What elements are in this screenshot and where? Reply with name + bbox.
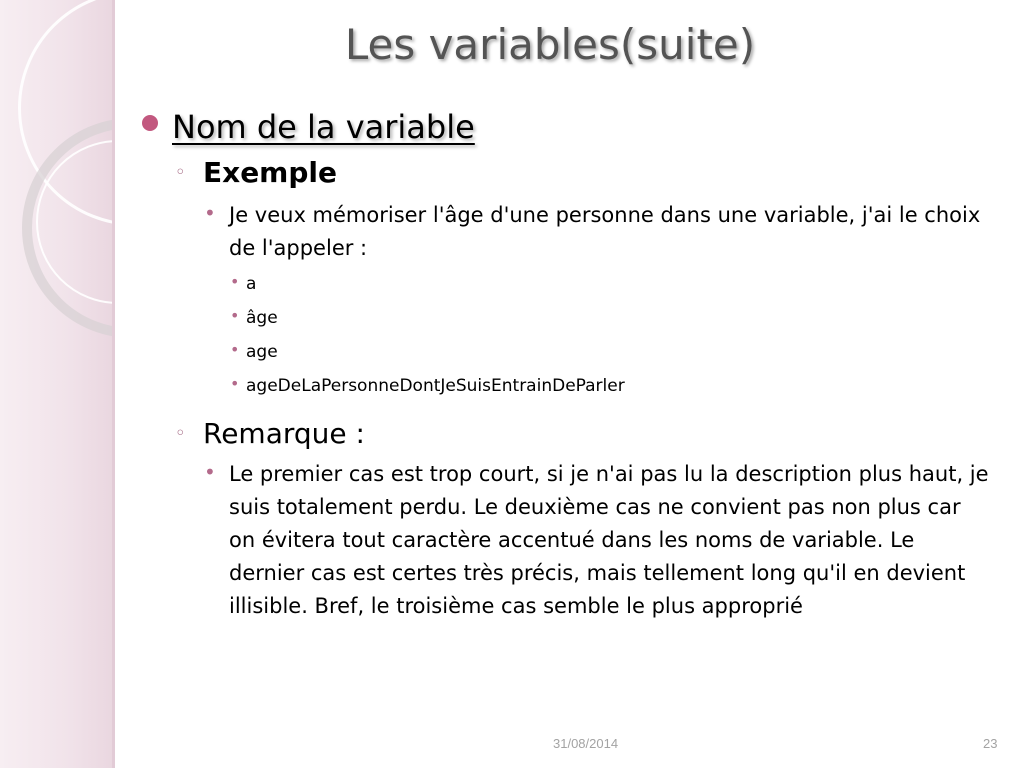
list-item xyxy=(230,267,992,301)
bullet-level3-remarque xyxy=(204,458,992,623)
small-bullet-icon: • xyxy=(230,374,240,393)
choice-text: ageDeLaPersonneDontJeSuisEntrainDeParler xyxy=(246,376,625,396)
list-item xyxy=(230,369,992,403)
page-number: 23 xyxy=(983,736,998,751)
bullet-level3-intro xyxy=(204,199,992,265)
remarque-text: Le premier cas est trop court, si je n'ai pas lu la description plus haut, je suis totalement perdu. Le deuxième cas ne convient pas non plus car on évitera tout caractère accentué dans les noms de variable. Le dernier cas est certes très précis, mais tellement long qu'il en devient illisible. Bref, le troisième cas semble le plus approprié xyxy=(229,462,989,618)
small-bullet-icon: • xyxy=(230,306,240,325)
bullet-level1 xyxy=(142,108,992,146)
bullet-dot-icon xyxy=(142,115,158,131)
exemple-heading: Exemple xyxy=(203,156,337,189)
slide-title: Les variables(suite) xyxy=(344,20,756,69)
choice-text: âge xyxy=(246,308,278,328)
choice-text: age xyxy=(246,342,278,362)
remarque-heading: Remarque : xyxy=(203,417,365,450)
small-bullet-icon: • xyxy=(230,272,240,291)
decorative-side-panel xyxy=(0,0,112,768)
panel-divider xyxy=(112,0,115,768)
choice-text: a xyxy=(246,274,257,294)
small-bullet-icon: • xyxy=(204,201,216,225)
section-heading: Nom de la variable xyxy=(172,108,475,146)
hollow-circle-icon: ◦ xyxy=(175,423,186,444)
hollow-circle-icon: ◦ xyxy=(175,162,186,183)
small-bullet-icon: • xyxy=(230,340,240,359)
bullet-level2-exemple xyxy=(175,156,992,189)
slide-content xyxy=(142,108,992,623)
exemple-intro: Je veux mémoriser l'âge d'une personne dans une variable, j'ai le choix de l'appeler : xyxy=(229,203,981,260)
footer-date: 31/08/2014 xyxy=(553,736,619,751)
list-item xyxy=(230,301,992,335)
small-bullet-icon: • xyxy=(204,460,216,484)
bullet-level2-remarque xyxy=(175,417,992,450)
list-item xyxy=(230,335,992,369)
